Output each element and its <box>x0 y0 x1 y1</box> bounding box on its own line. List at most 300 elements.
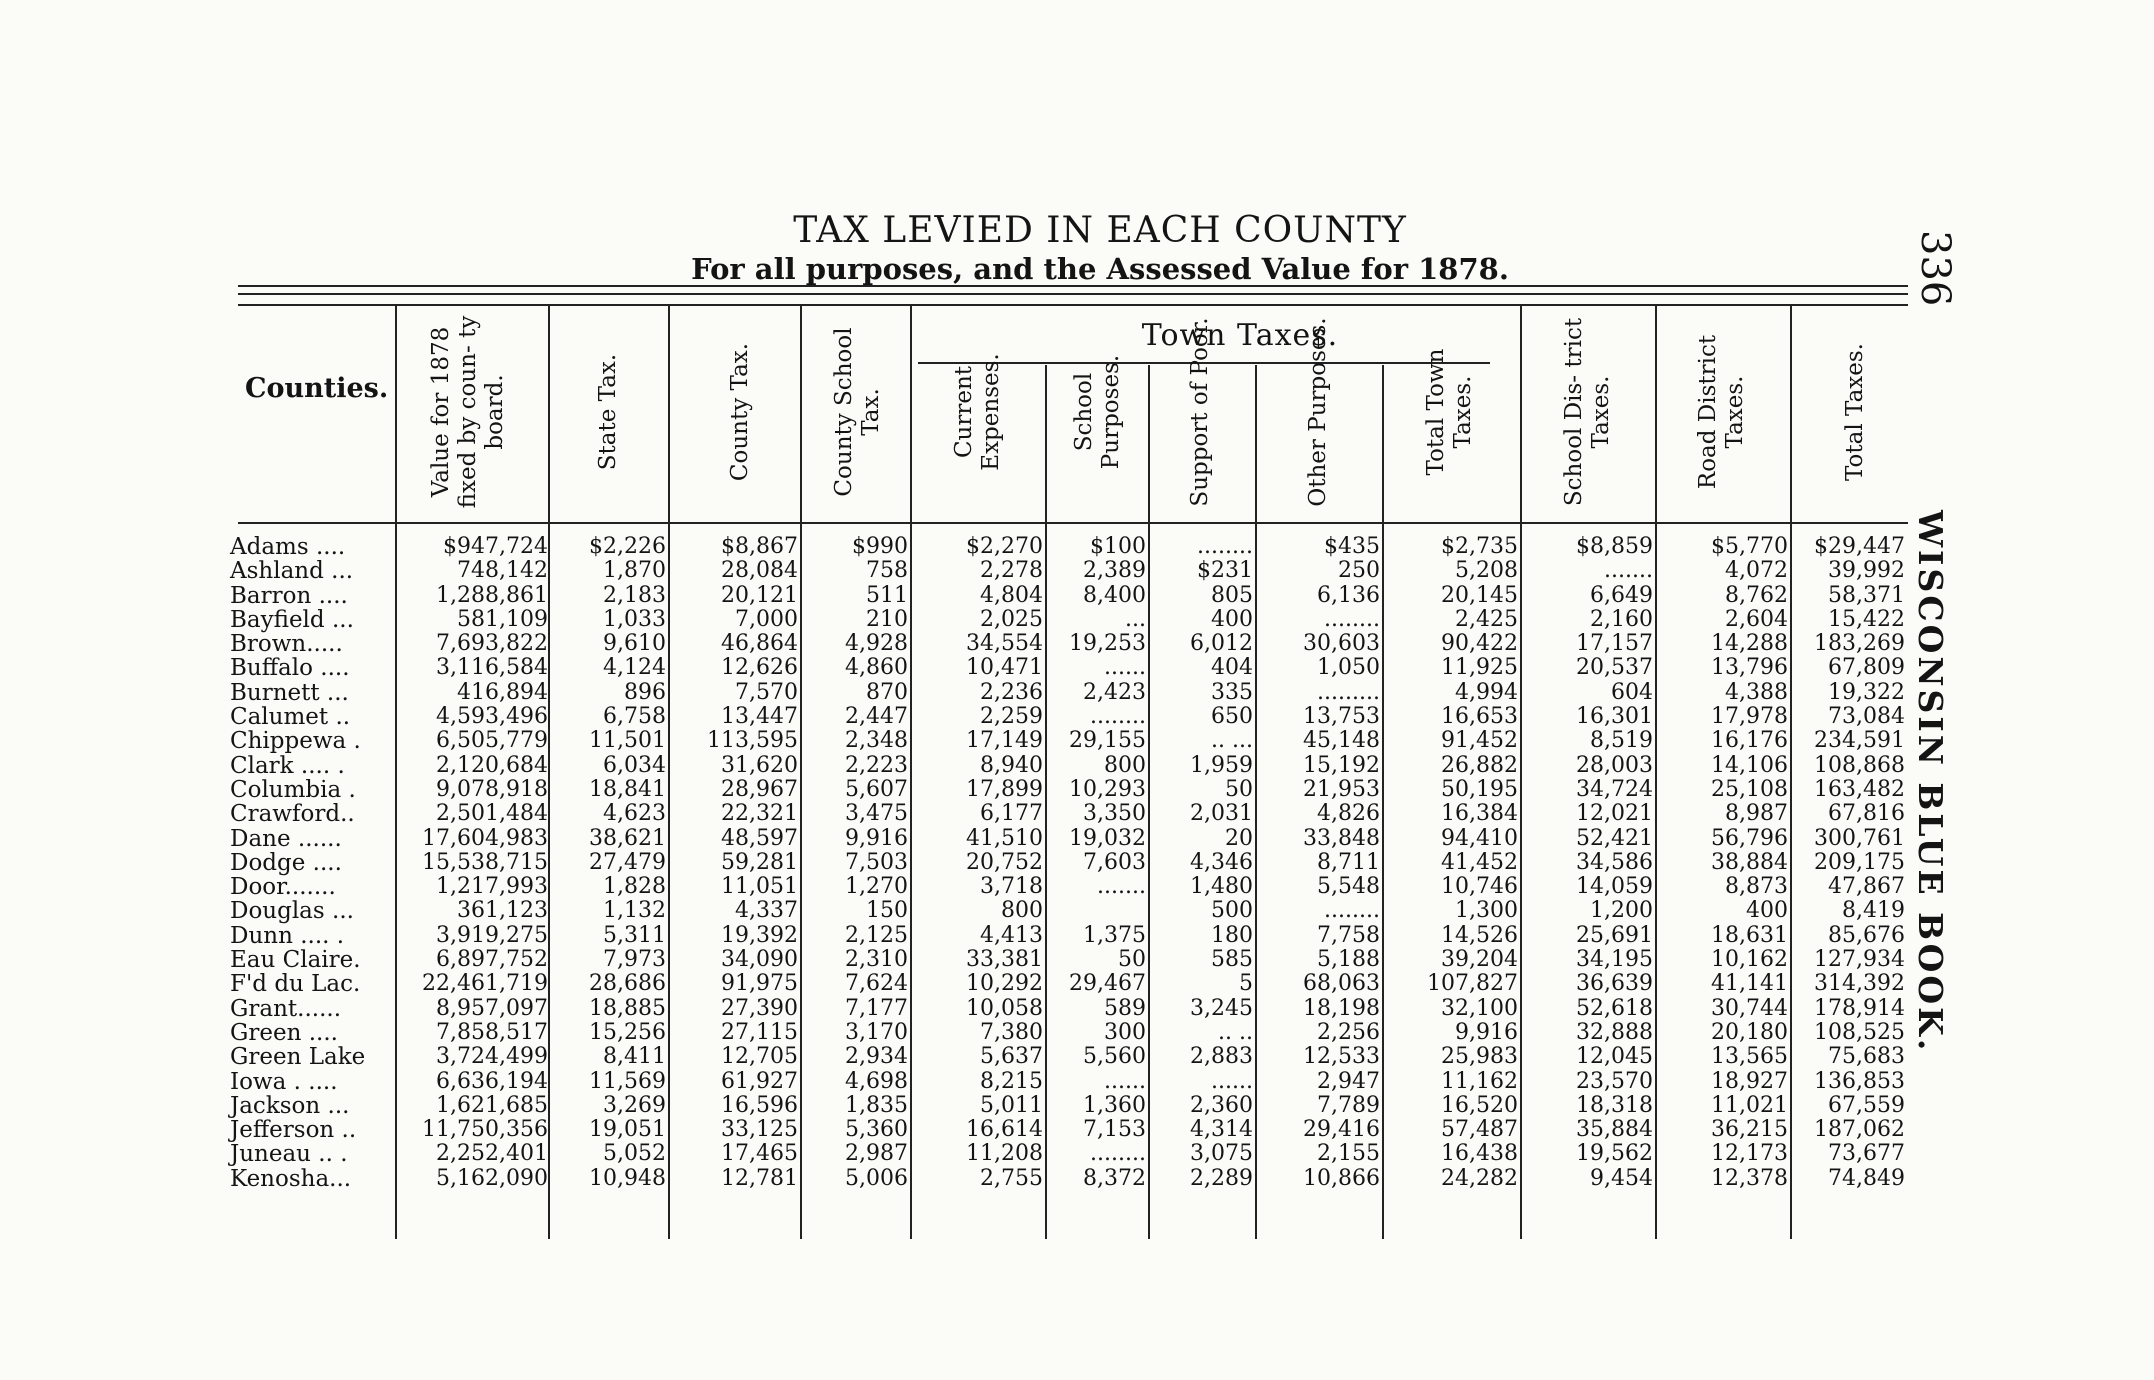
table-cell: 5,637 <box>980 1044 1043 1070</box>
table-cell: 18,927 <box>1711 1068 1788 1094</box>
table-cell: 19,032 <box>1069 825 1146 851</box>
table-cell: 6,012 <box>1190 631 1253 657</box>
table-cell: 10,162 <box>1711 947 1788 973</box>
table-cell: $8,859 <box>1576 534 1653 559</box>
table-cell: 16,176 <box>1711 728 1788 754</box>
table-cell: 16,301 <box>1576 704 1653 730</box>
table-cell: 800 <box>1001 898 1043 924</box>
table-cell: 20,145 <box>1441 582 1518 608</box>
col-header-county-school-tax: County School Tax. <box>831 327 884 497</box>
table-cell: 10,058 <box>966 995 1043 1021</box>
county-name: Dodge .... <box>230 849 342 876</box>
table-cell: ....... <box>1097 874 1146 900</box>
table-cell: 9,916 <box>1455 1019 1518 1045</box>
table-cell: 67,559 <box>1828 1092 1905 1118</box>
table-cell: 17,604,983 <box>422 825 548 851</box>
col-header-total-town-taxes: Total Town Taxes. <box>1423 348 1476 476</box>
table-cell: 13,565 <box>1711 1044 1788 1070</box>
table-cell: 3,718 <box>980 874 1043 900</box>
table-cell: 10,471 <box>966 655 1043 681</box>
table-cell: 91,452 <box>1441 728 1518 754</box>
table-cell: 9,454 <box>1590 1165 1653 1191</box>
table-cell: 5,548 <box>1317 874 1380 900</box>
table-cell: 10,293 <box>1069 776 1146 802</box>
county-tax-column <box>671 535 798 1191</box>
col-divider <box>395 304 397 1239</box>
table-cell: 59,281 <box>721 849 798 875</box>
table-cell: 10,746 <box>1441 874 1518 900</box>
table-cell: 2,755 <box>980 1165 1043 1191</box>
table-cell: 29,467 <box>1069 971 1146 997</box>
table-cell: 127,934 <box>1814 947 1905 973</box>
total-taxes-column <box>1793 535 1905 1191</box>
table-cell: 12,781 <box>721 1165 798 1191</box>
table-cell: $8,867 <box>721 534 798 559</box>
table-cell: 7,758 <box>1317 922 1380 948</box>
col-divider <box>1655 304 1657 1239</box>
running-head: WISCONSIN BLUE BOOK. <box>1911 510 1950 1054</box>
table-cell: 8,411 <box>603 1044 666 1070</box>
table-cell: 163,482 <box>1814 776 1905 802</box>
county-name: Brown..... <box>230 631 343 658</box>
table-cell: ......... <box>1317 679 1380 705</box>
col-divider <box>1045 365 1047 1239</box>
table-cell: 6,177 <box>980 801 1043 827</box>
table-cell: $5,770 <box>1711 534 1788 559</box>
table-cell: .. .. <box>1218 1019 1253 1045</box>
county-name: Dane ...... <box>230 825 342 852</box>
table-cell: 4,388 <box>1725 679 1788 705</box>
table-cell: 94,410 <box>1441 825 1518 851</box>
table-cell: 113,595 <box>707 728 798 754</box>
table-cell: 4,124 <box>603 655 666 681</box>
table-cell: 18,631 <box>1711 922 1788 948</box>
table-cell: $100 <box>1090 534 1146 559</box>
table-cell: 870 <box>866 679 908 705</box>
table-cell: 20,537 <box>1576 655 1653 681</box>
table-cell: 8,873 <box>1725 874 1788 900</box>
table-cell: 34,554 <box>966 631 1043 657</box>
table-cell: 33,381 <box>966 947 1043 973</box>
col-divider <box>1790 304 1792 1239</box>
table-cell: 400 <box>1211 606 1253 632</box>
table-cell: 52,421 <box>1576 825 1653 851</box>
county-name: Bayfield ... <box>230 606 354 633</box>
table-cell: 67,809 <box>1828 655 1905 681</box>
table-cell: ....... <box>1604 558 1653 584</box>
table-cell: 19,392 <box>721 922 798 948</box>
table-cell: 29,416 <box>1303 1117 1380 1143</box>
county-name: Iowa . .... <box>230 1068 338 1095</box>
table-cell: 12,045 <box>1576 1044 1653 1070</box>
table-cell: 91,975 <box>721 971 798 997</box>
table-cell: 36,215 <box>1711 1117 1788 1143</box>
table-cell: 2,447 <box>845 704 908 730</box>
col-divider <box>1382 365 1384 1239</box>
table-cell: 20,180 <box>1711 1019 1788 1045</box>
value-column <box>398 535 548 1191</box>
table-cell: 4,072 <box>1725 558 1788 584</box>
table-cell: 35,884 <box>1576 1117 1653 1143</box>
table-cell: 5 <box>1239 971 1253 997</box>
table-cell: 1,288,861 <box>436 582 548 608</box>
table-cell: 50,195 <box>1441 776 1518 802</box>
table-cell: 3,724,499 <box>436 1044 548 1070</box>
table-cell: 13,753 <box>1303 704 1380 730</box>
table-cell: ........ <box>1090 1141 1146 1167</box>
table-cell: $29,447 <box>1814 534 1905 559</box>
table-cell: 2,155 <box>1317 1141 1380 1167</box>
table-cell: 14,526 <box>1441 922 1518 948</box>
table-cell: 9,916 <box>845 825 908 851</box>
table-cell: 5,011 <box>980 1092 1043 1118</box>
table-cell: 10,866 <box>1303 1165 1380 1191</box>
table-cell: 17,157 <box>1576 631 1653 657</box>
table-cell: 404 <box>1211 655 1253 681</box>
table-cell: 314,392 <box>1814 971 1905 997</box>
county-name: Door....... <box>230 874 336 901</box>
table-cell: 18,885 <box>589 995 666 1021</box>
col-divider <box>800 304 802 1239</box>
table-cell: 9,610 <box>603 631 666 657</box>
table-cell: 18,841 <box>589 776 666 802</box>
col-header-school-purposes: School Purposes. <box>1071 354 1124 470</box>
county-name: Barron .... <box>230 582 348 609</box>
table-cell: 107,827 <box>1427 971 1518 997</box>
table-cell: ........ <box>1197 534 1253 559</box>
table-cell: 52,618 <box>1576 995 1653 1021</box>
table-cell: 1,621,685 <box>436 1092 548 1118</box>
table-cell: 7,624 <box>845 971 908 997</box>
table-cell: 11,501 <box>589 728 666 754</box>
table-cell: 12,378 <box>1711 1165 1788 1191</box>
table-cell: 21,953 <box>1303 776 1380 802</box>
table-cell: 17,149 <box>966 728 1043 754</box>
table-cell: 14,059 <box>1576 874 1653 900</box>
county-name: Ashland ... <box>230 558 354 585</box>
table-cell: $990 <box>852 534 908 559</box>
table-cell: 2,604 <box>1725 606 1788 632</box>
table-cell: 400 <box>1746 898 1788 924</box>
table-cell: 5,360 <box>845 1117 908 1143</box>
table-cell: 108,868 <box>1814 752 1905 778</box>
table-cell: ........ <box>1090 704 1146 730</box>
table-cell: 50 <box>1225 776 1253 802</box>
table-cell: 2,423 <box>1083 679 1146 705</box>
table-cell: 18,318 <box>1576 1092 1653 1118</box>
table-cell: 67,816 <box>1828 801 1905 827</box>
table-cell: $2,226 <box>589 534 666 559</box>
table-cell: 11,208 <box>966 1141 1043 1167</box>
table-cell: 1,300 <box>1455 898 1518 924</box>
page-subtitle: For all purposes, and the Assessed Value for 1878. <box>691 252 1509 286</box>
table-cell: 9,078,918 <box>436 776 548 802</box>
table-cell: 18,198 <box>1303 995 1380 1021</box>
table-cell: 180 <box>1211 922 1253 948</box>
table-cell: 73,084 <box>1828 704 1905 730</box>
table-cell: 2,256 <box>1317 1019 1380 1045</box>
table-cell: 19,562 <box>1576 1141 1653 1167</box>
table-cell: 1,959 <box>1190 752 1253 778</box>
county-name: Jackson ... <box>230 1092 350 1119</box>
county-name: Juneau .. . <box>230 1141 348 1168</box>
col-divider <box>1520 304 1522 1239</box>
table-cell: 1,870 <box>603 558 666 584</box>
table-cell: 581,109 <box>457 606 548 632</box>
table-cell: 28,003 <box>1576 752 1653 778</box>
table-cell: 12,173 <box>1711 1141 1788 1167</box>
table-cell: 32,888 <box>1576 1019 1653 1045</box>
table-cell: 1,217,993 <box>436 874 548 900</box>
table-cell: 178,914 <box>1814 995 1905 1021</box>
table-cell: 15,192 <box>1303 752 1380 778</box>
table-cell: 4,337 <box>735 898 798 924</box>
table-cell: 4,623 <box>603 801 666 827</box>
table-cell: 4,826 <box>1317 801 1380 827</box>
table-cell: 73,677 <box>1828 1141 1905 1167</box>
col-header-road-district-taxes: Road District Taxes. <box>1695 334 1748 490</box>
road-district-taxes-column <box>1658 535 1788 1191</box>
table-cell: 11,569 <box>589 1068 666 1094</box>
table-cell: 27,115 <box>721 1019 798 1045</box>
county-name: Green Lake <box>230 1044 366 1071</box>
town-taxes-group-header: Town Taxes. <box>1141 318 1339 353</box>
county-name: Columbia . <box>230 776 356 803</box>
table-cell: 41,141 <box>1711 971 1788 997</box>
table-cell: 2,160 <box>1590 606 1653 632</box>
table-cell: ........ <box>1324 606 1380 632</box>
table-cell: 1,360 <box>1083 1092 1146 1118</box>
table-cell: 2,025 <box>980 606 1043 632</box>
table-cell: 250 <box>1338 558 1380 584</box>
table-cell: 6,136 <box>1317 582 1380 608</box>
table-cell: 12,705 <box>721 1044 798 1070</box>
table-cell: 17,899 <box>966 776 1043 802</box>
table-cell: 47,867 <box>1828 874 1905 900</box>
table-cell: 68,063 <box>1303 971 1380 997</box>
table-cell: 748,142 <box>457 558 548 584</box>
table-cell: 335 <box>1211 679 1253 705</box>
table-cell: 108,525 <box>1814 1019 1905 1045</box>
table-cell: ... <box>1125 606 1146 632</box>
table-cell: ...... <box>1104 1068 1146 1094</box>
table-cell: 8,987 <box>1725 801 1788 827</box>
table-cell: 5,208 <box>1455 558 1518 584</box>
county-name-column <box>230 535 365 1191</box>
table-cell: 1,480 <box>1190 874 1253 900</box>
col-header-county-tax: County Tax. <box>726 342 753 482</box>
top-rule-2 <box>238 293 1908 295</box>
table-cell: 57,487 <box>1441 1117 1518 1143</box>
table-cell: 800 <box>1104 752 1146 778</box>
table-cell: 5,560 <box>1083 1044 1146 1070</box>
table-cell: 1,835 <box>845 1092 908 1118</box>
table-cell: 16,520 <box>1441 1092 1518 1118</box>
col-header-value: Value for 1878 fixed by coun- ty board. <box>427 315 508 509</box>
col-divider <box>910 304 912 1239</box>
table-cell: 5,311 <box>603 922 666 948</box>
col-divider <box>548 304 550 1239</box>
col-header-current-expenses: Current Expenses. <box>951 353 1004 471</box>
table-cell: 39,992 <box>1828 558 1905 584</box>
table-cell: 13,796 <box>1711 655 1788 681</box>
table-cell: $2,735 <box>1441 534 1518 559</box>
table-cell: 209,175 <box>1814 849 1905 875</box>
table-cell: 2,223 <box>845 752 908 778</box>
table-cell: 4,593,496 <box>436 704 548 730</box>
table-cell: 300,761 <box>1814 825 1905 851</box>
table-cell: 85,676 <box>1828 922 1905 948</box>
table-cell: 39,204 <box>1441 947 1518 973</box>
table-cell: 6,758 <box>603 704 666 730</box>
table-cell: 28,686 <box>589 971 666 997</box>
table-cell: 3,269 <box>603 1092 666 1118</box>
table-cell: 56,796 <box>1711 825 1788 851</box>
table-cell: 650 <box>1211 704 1253 730</box>
support-of-poor-column <box>1151 535 1253 1191</box>
table-cell: 12,626 <box>721 655 798 681</box>
table-cell: 2,236 <box>980 679 1043 705</box>
current-expenses-column <box>913 535 1043 1191</box>
table-cell: 6,034 <box>603 752 666 778</box>
table-cell: 45,148 <box>1303 728 1380 754</box>
table-cell: 30,603 <box>1303 631 1380 657</box>
table-cell: 13,447 <box>721 704 798 730</box>
table-cell: $947,724 <box>443 534 548 559</box>
county-name: Clark .... . <box>230 752 345 779</box>
table-cell: 2,501,484 <box>436 801 548 827</box>
table-cell: 7,789 <box>1317 1092 1380 1118</box>
table-cell <box>1048 899 1146 923</box>
table-cell: 4,346 <box>1190 849 1253 875</box>
table-cell: 20,752 <box>966 849 1043 875</box>
table-cell: $231 <box>1197 558 1253 584</box>
table-cell: 12,533 <box>1303 1044 1380 1070</box>
table-cell: 24,282 <box>1441 1165 1518 1191</box>
table-cell: 15,538,715 <box>422 849 548 875</box>
table-cell: 150 <box>866 898 908 924</box>
table-cell: 2,278 <box>980 558 1043 584</box>
table-cell: 7,570 <box>735 679 798 705</box>
county-name: Kenosha... <box>230 1165 352 1192</box>
table-cell: 38,621 <box>589 825 666 851</box>
table-cell: 511 <box>866 582 908 608</box>
table-cell: 3,919,275 <box>436 922 548 948</box>
table-cell: 11,021 <box>1711 1092 1788 1118</box>
table-cell: 758 <box>866 558 908 584</box>
table-cell: 416,894 <box>457 679 548 705</box>
table-cell: 15,422 <box>1828 606 1905 632</box>
table-cell: 210 <box>866 606 908 632</box>
table-cell: 12,021 <box>1576 801 1653 827</box>
table-cell: 19,253 <box>1069 631 1146 657</box>
counties-header: Counties. <box>245 373 389 404</box>
table-cell: 8,940 <box>980 752 1043 778</box>
county-name: Crawford.. <box>230 801 355 828</box>
table-cell: 25,108 <box>1711 776 1788 802</box>
table-cell: 7,000 <box>735 606 798 632</box>
table-cell: 2,348 <box>845 728 908 754</box>
table-cell: 28,084 <box>721 558 798 584</box>
table-cell: 1,200 <box>1590 898 1653 924</box>
other-purposes-column <box>1258 535 1380 1191</box>
county-name: F'd du Lac. <box>230 971 361 998</box>
table-cell: 500 <box>1211 898 1253 924</box>
table-cell: 4,698 <box>845 1068 908 1094</box>
table-cell: 34,586 <box>1576 849 1653 875</box>
table-cell: 8,215 <box>980 1068 1043 1094</box>
table-cell: 16,596 <box>721 1092 798 1118</box>
table-cell: 6,505,779 <box>436 728 548 754</box>
table-cell: 14,106 <box>1711 752 1788 778</box>
table-cell: 589 <box>1104 995 1146 1021</box>
table-cell: 61,927 <box>721 1068 798 1094</box>
county-name: Douglas ... <box>230 898 354 925</box>
table-cell: 46,864 <box>721 631 798 657</box>
table-cell: 16,653 <box>1441 704 1518 730</box>
table-cell: 5,052 <box>603 1141 666 1167</box>
col-divider <box>1255 365 1257 1239</box>
table-cell: 19,051 <box>589 1117 666 1143</box>
table-cell: 22,321 <box>721 801 798 827</box>
county-name: Burnett ... <box>230 679 349 706</box>
table-cell: 2,360 <box>1190 1092 1253 1118</box>
table-cell: 28,967 <box>721 776 798 802</box>
table-cell: 8,400 <box>1083 582 1146 608</box>
table-cell: 1,132 <box>603 898 666 924</box>
table-cell: 2,259 <box>980 704 1043 730</box>
table-cell: 2,252,401 <box>436 1141 548 1167</box>
table-cell: 2,987 <box>845 1141 908 1167</box>
table-cell: 19,322 <box>1828 679 1905 705</box>
table-cell: 2,425 <box>1455 606 1518 632</box>
county-name: Adams .... <box>230 534 346 560</box>
table-cell: 7,693,822 <box>436 631 548 657</box>
table-cell: 7,858,517 <box>436 1019 548 1045</box>
col-divider <box>668 304 670 1239</box>
table-cell: 11,051 <box>721 874 798 900</box>
county-name: Calumet .. <box>230 704 351 731</box>
table-cell: 33,848 <box>1303 825 1380 851</box>
table-cell: 585 <box>1211 947 1253 973</box>
county-name: Grant...... <box>230 995 342 1022</box>
table-cell: 11,925 <box>1441 655 1518 681</box>
table-cell: 25,691 <box>1576 922 1653 948</box>
table-cell: 5,162,090 <box>436 1165 548 1191</box>
table-cell: 2,289 <box>1190 1165 1253 1191</box>
table-cell: 5,607 <box>845 776 908 802</box>
table-cell: 3,170 <box>845 1019 908 1045</box>
table-cell: 300 <box>1104 1019 1146 1045</box>
table-cell: .. ... <box>1211 728 1253 754</box>
table-cell: 20 <box>1225 825 1253 851</box>
table-cell: 805 <box>1211 582 1253 608</box>
table-cell: ...... <box>1211 1068 1253 1094</box>
table-cell: ........ <box>1324 898 1380 924</box>
table-cell: 1,050 <box>1317 655 1380 681</box>
table-cell: 14,288 <box>1711 631 1788 657</box>
table-cell: 7,603 <box>1083 849 1146 875</box>
county-name: Buffalo .... <box>230 655 350 682</box>
table-cell: 4,860 <box>845 655 908 681</box>
table-cell: 5,006 <box>845 1165 908 1191</box>
table-cell: 234,591 <box>1814 728 1905 754</box>
col-header-other-purposes: Other Purposes. <box>1304 317 1331 507</box>
table-cell: 2,310 <box>845 947 908 973</box>
table-cell: 1,033 <box>603 606 666 632</box>
table-cell: 33,125 <box>721 1117 798 1143</box>
table-cell: 22,461,719 <box>422 971 548 997</box>
